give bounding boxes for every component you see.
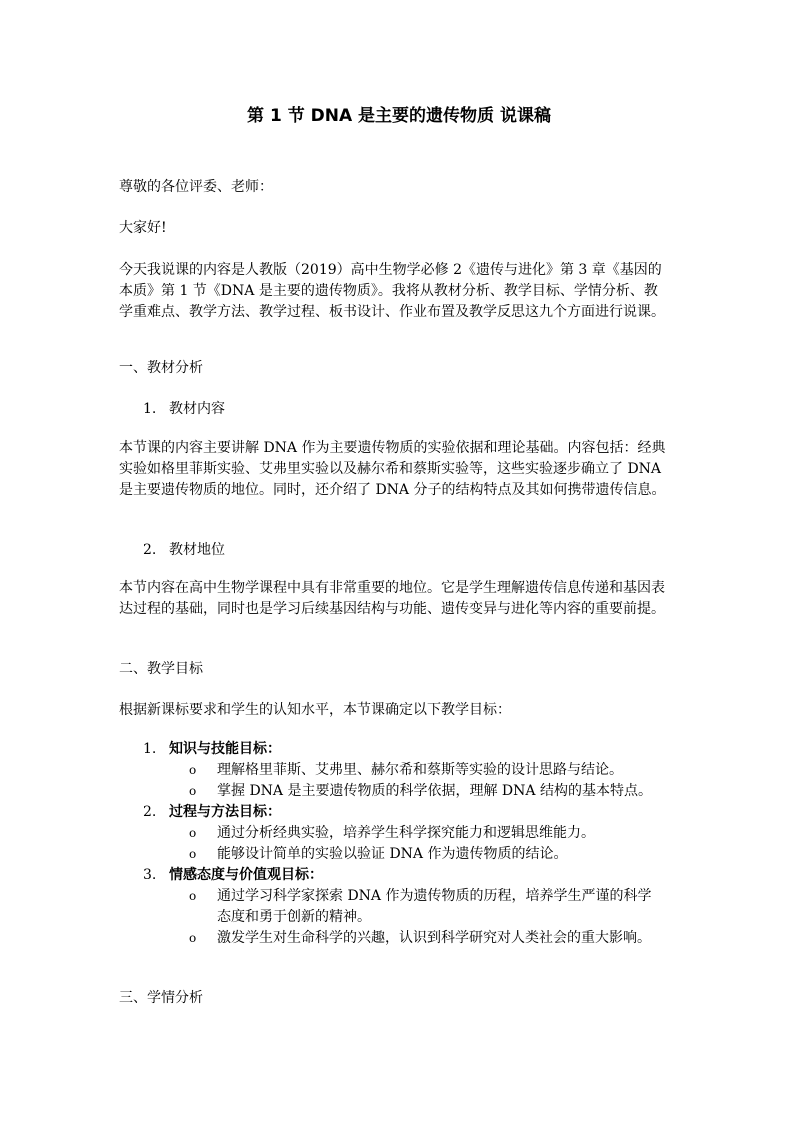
greeting-hello: 大家好! xyxy=(119,220,167,236)
section-heading-objectives: 二、教学目标 xyxy=(119,661,203,677)
intro-paragraph: 今天我说课的内容是人教版（2019）高中生物学必修 2《遗传与进化》第 3 章《基因的本质》第 1 节《DNA 是主要的遗传物质》。我将从教材分析、教学目标、学情分析、教学重难点、教学方法、教学过程、板书设计、作业布置及教学反思这九个方面进行说课。 xyxy=(119,262,665,320)
circle-bullet-icon: o xyxy=(189,931,197,945)
objective-label: 知识与技能目标： xyxy=(169,741,281,757)
section-heading-materials: 一、教材分析 xyxy=(119,360,203,376)
section-heading-students: 三、学情分析 xyxy=(119,990,203,1006)
objective-attitude xyxy=(143,865,323,886)
objective-knowledge xyxy=(143,739,281,760)
greeting-line: 尊敬的各位评委、老师： xyxy=(119,179,273,195)
list-item: o 掌握 DNA 是主要遗传物质的科学依据，理解 DNA 结构的基本特点。 xyxy=(189,781,689,802)
list-item: o 通过分析经典实验，培养学生科学探究能力和逻辑思维能力。 xyxy=(189,823,689,844)
objective-label: 过程与方法目标： xyxy=(169,804,281,820)
objective-number: 3. xyxy=(143,867,157,883)
objective-number: 1. xyxy=(143,741,157,757)
subheading-number: 2. xyxy=(143,542,157,558)
document-title: 第 1 节 DNA 是主要的遗传物质 说课稿 xyxy=(247,106,551,126)
subheading-content xyxy=(143,399,225,420)
list-item: o 通过学习科学家探索 DNA 作为遗传物质的历程，培养学生严谨的科学态度和勇于创新的精神。 xyxy=(189,888,652,925)
subheading-label: 教材地位 xyxy=(169,542,225,558)
subheading-label: 教材内容 xyxy=(169,401,225,417)
circle-bullet-icon: o xyxy=(189,784,197,798)
subheading-position xyxy=(143,540,225,561)
materials-position-paragraph: 本节内容在高中生物学课程中具有非常重要的地位。它是学生理解遗传信息传递和基因表达过程的基础，同时也是学习后续基因结构与功能、遗传变异与进化等内容的重要前提。 xyxy=(119,580,665,617)
objective-number: 2. xyxy=(143,804,157,820)
objective-label: 情感态度与价值观目标： xyxy=(169,867,323,883)
circle-bullet-icon: o xyxy=(189,847,197,861)
list-item: o 激发学生对生命科学的兴趣，认识到科学研究对人类社会的重大影响。 xyxy=(189,928,659,949)
materials-content-paragraph: 本节课的内容主要讲解 DNA 作为主要遗传物质的实验依据和理论基础。内容包括：经典实验如格里菲斯实验、艾弗里实验以及赫尔希和蔡斯实验等，这些实验逐步确立了 DNA 是主要遗传物质的地位。同时，还介绍了 DNA 分子的结构特点及其如何携带遗传信息。 xyxy=(119,440,666,498)
circle-bullet-icon: o xyxy=(189,763,197,777)
circle-bullet-icon: o xyxy=(189,826,197,840)
list-item: o 理解格里菲斯、艾弗里、赫尔希和蔡斯等实验的设计思路与结论。 xyxy=(189,760,689,781)
subheading-number: 1. xyxy=(143,401,157,417)
objective-process xyxy=(143,802,281,823)
objectives-lead: 根据新课标要求和学生的认知水平，本节课确定以下教学目标： xyxy=(119,702,511,718)
list-item: o 能够设计简单的实验以验证 DNA 作为遗传物质的结论。 xyxy=(189,844,689,865)
circle-bullet-icon: o xyxy=(189,889,197,903)
